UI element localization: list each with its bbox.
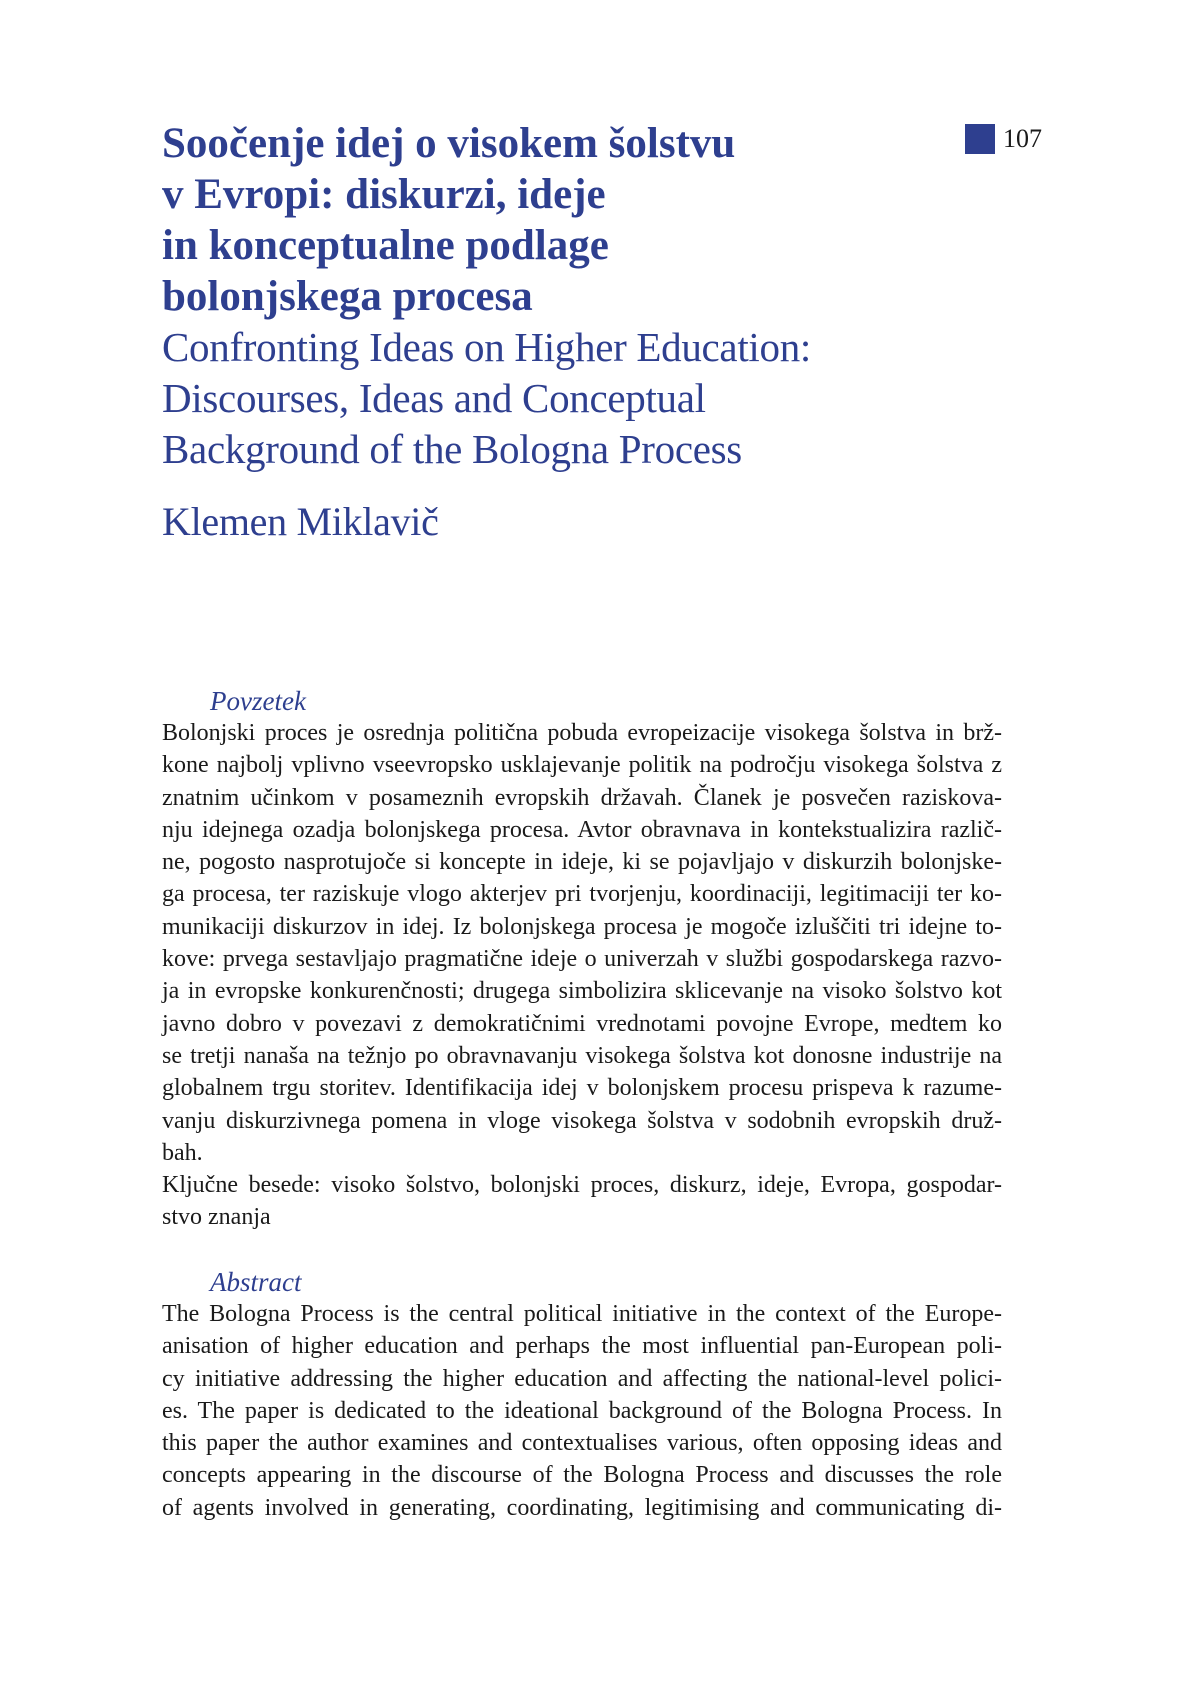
abstract-line: this paper the author examines and contextualises various, often opposing ideas and (162, 1430, 1002, 1457)
keywords-line: Ključne besede: visoko šolstvo, bolonjski proces, diskurz, ideje, Evropa, gospodar- (162, 1172, 1002, 1199)
abstract-line: concepts appearing in the discourse of the Bologna Process and discusses the role (162, 1462, 1002, 1489)
title-slovene-line: v Evropi: diskurzi, ideje (162, 171, 606, 218)
abstract-line: anisation of higher education and perhaps the most influential pan-European poli- (162, 1333, 1002, 1360)
abstract-line: cy initiative addressing the higher education and affecting the national-level polici- (162, 1365, 1002, 1392)
author-name: Klemen Miklavič (162, 499, 439, 544)
keywords-line: stvo znanja (162, 1204, 271, 1231)
abstract-heading: Abstract (210, 1267, 302, 1297)
povzetek-line: nju idejnega ozadja bolonjskega procesa. Avtor obravnava in kontekstualizira različ- (162, 816, 1002, 843)
povzetek-line: Bolonjski proces je osrednja politična pobuda evropeizacije visokega šolstva in brž- (162, 720, 1002, 746)
povzetek-line: se tretji nanaša na težnjo po obravnavanju visokega šolstva kot donosne industrije na (162, 1042, 1002, 1069)
title-english (162, 322, 922, 475)
abstract-line: The Bologna Process is the central political initiative in the context of the Europe- (162, 1301, 1002, 1327)
povzetek-line: bah. (162, 1139, 203, 1166)
title-slovene (162, 118, 922, 322)
povzetek-line: kone najbolj vplivno vseevropsko usklajevanje politik na področju visokega šolstva z (162, 752, 1002, 779)
article-title (162, 118, 922, 475)
title-slovene-line: Soočenje idej o visokem šolstvu (162, 120, 736, 167)
povzetek-line: kove: prvega sestavljajo pragmatične ideje o univerzah v službi gospodarskega razvo- (162, 946, 1002, 973)
title-english-line: Confronting Ideas on Higher Education: (162, 324, 812, 370)
povzetek-line: globalnem trgu storitev. Identifikacija idej v bolonjskem procesu prispeva k razume- (162, 1075, 1002, 1102)
povzetek-line: javno dobro v povezavi z demokratičnimi vrednotami povojne Evrope, medtem ko (162, 1010, 1002, 1037)
povzetek-line: ne, pogosto nasprotujoče si koncepte in ideje, ki se pojavljajo v diskurzih bolonjske- (162, 849, 1002, 876)
povzetek-body (162, 717, 1002, 1234)
title-english-line: Background of the Bologna Process (162, 426, 742, 472)
povzetek-line: ga procesa, ter raziskuje vlogo akterjev pri tvorjenju, koordinaciji, legitimaciji ter ko- (162, 881, 1002, 908)
povzetek-line: munikaciji diskurzov in idej. Iz bolonjskega procesa je mogoče izluščiti tri idejne to- (162, 913, 1002, 940)
povzetek-line: znatnim učinkom v posameznih evropskih državah. Članek je posvečen raziskova- (162, 784, 1002, 811)
page-marker-square (965, 124, 995, 154)
povzetek-heading: Povzetek (210, 686, 306, 716)
title-slovene-line: in konceptualne podlage (162, 222, 609, 269)
povzetek-line: ja in evropske konkurenčnosti; drugega simbolizira sklicevanje na visoko šolstvo kot (162, 978, 1002, 1005)
abstract-line: es. The paper is dedicated to the ideational background of the Bologna Process. In (162, 1397, 1002, 1424)
page-number: 107 (1003, 124, 1042, 153)
title-slovene-line: bolonjskega procesa (162, 273, 533, 320)
title-english-line: Discourses, Ideas and Conceptual (162, 375, 706, 421)
abstract-line: of agents involved in generating, coordinating, legitimising and communicating di- (162, 1494, 1002, 1521)
povzetek-line: vanju diskurzivnega pomena in vloge visokega šolstva v sodobnih evropskih druž- (162, 1107, 1002, 1134)
abstract-body (162, 1298, 1002, 1524)
